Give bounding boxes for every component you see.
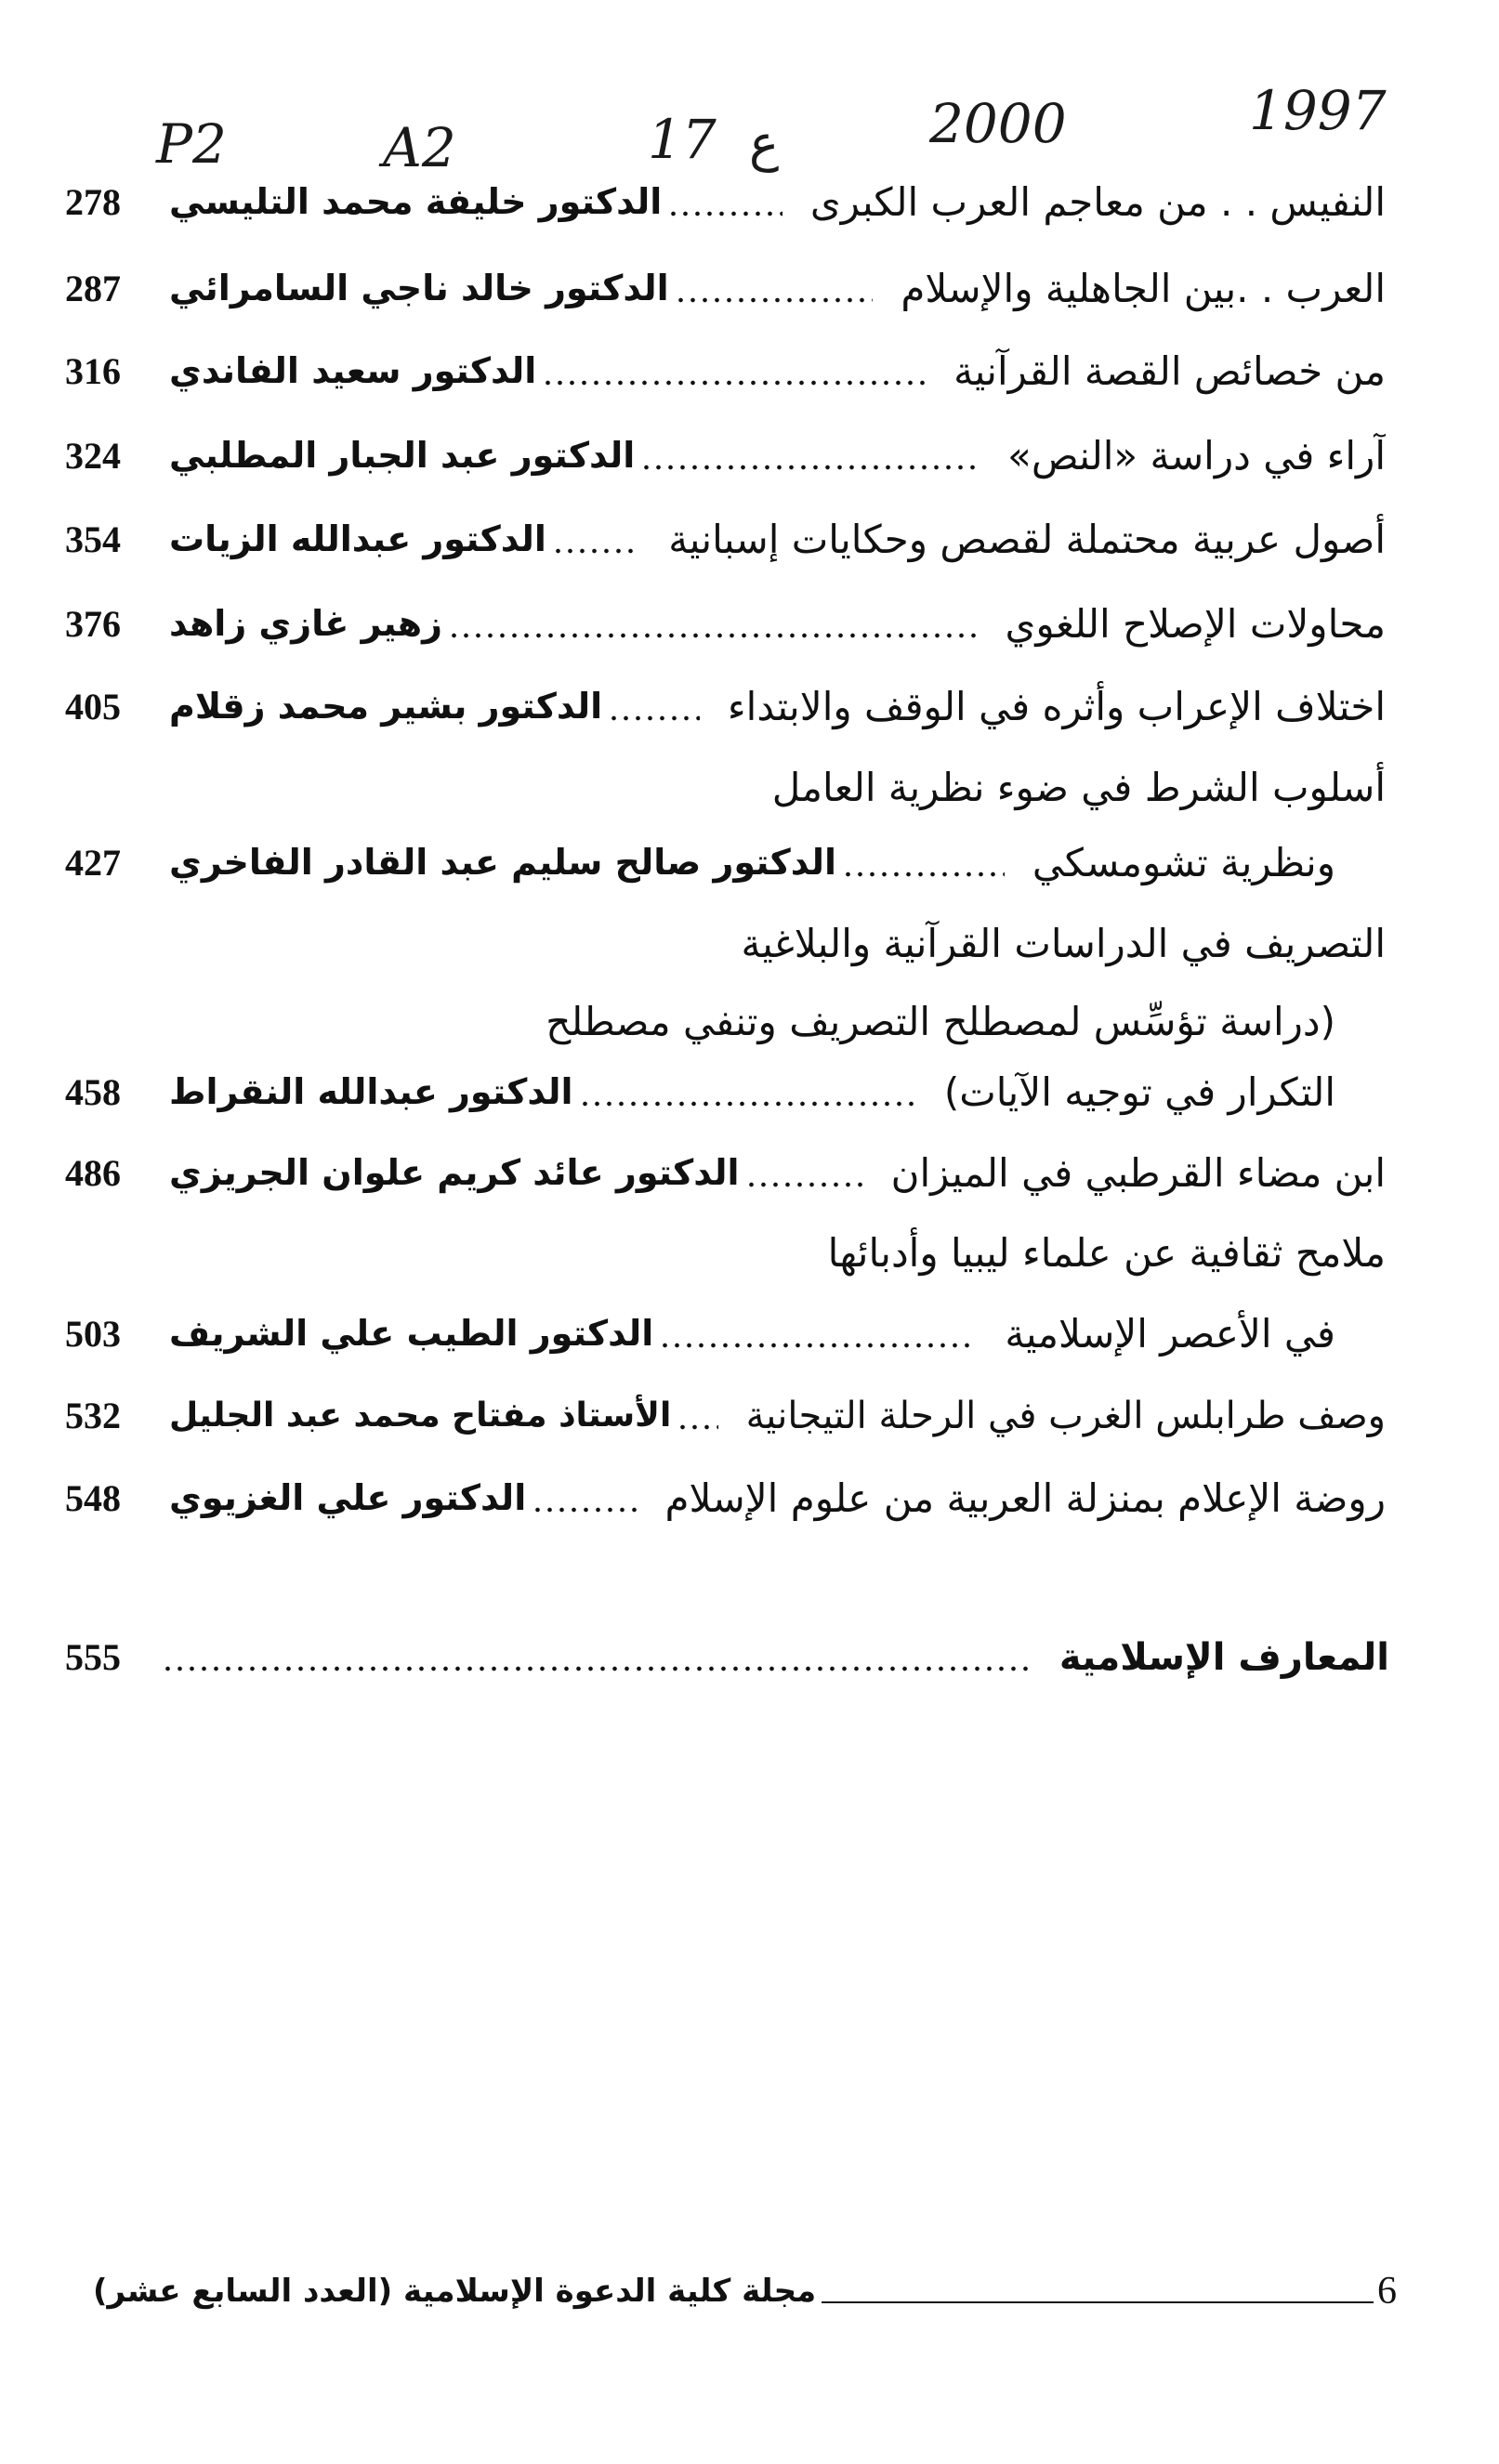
entry-title: آراء في دراسة «النص» bbox=[1007, 432, 1386, 478]
entry-title: اختلاف الإعراب وأثره في الوقف والابتداء bbox=[727, 683, 1386, 729]
dot-leader bbox=[608, 714, 700, 722]
entry-page: 324 bbox=[65, 435, 121, 477]
entry-page: 427 bbox=[65, 842, 121, 884]
entry-title: من خصائص القصة القرآنية bbox=[953, 347, 1386, 394]
footer-journal-title: مجلة كلية الدعوة الإسلامية (العدد السابع عشر) bbox=[93, 2272, 817, 2310]
toc-entry bbox=[65, 674, 1386, 741]
entry-page: 486 bbox=[65, 1152, 121, 1194]
toc-entry bbox=[65, 591, 1386, 658]
entry-page: 532 bbox=[65, 1395, 121, 1436]
entry-title: روضة الإعلام بمنزلة العربية من علوم الإسلام bbox=[664, 1474, 1386, 1521]
entry-title-line: ملامح ثقافية عن علماء ليبيا وأدبائها bbox=[827, 1230, 1386, 1276]
dot-leader bbox=[677, 1423, 717, 1431]
toc-entry bbox=[65, 1465, 1386, 1532]
entry-page: 287 bbox=[65, 268, 121, 309]
entry-author: الدكتور خليفة محمد التليسي bbox=[169, 181, 663, 223]
entry-page: 278 bbox=[65, 181, 121, 223]
toc-entry bbox=[65, 1383, 1386, 1449]
entry-author: الدكتور علي الغزيوي bbox=[169, 1477, 527, 1519]
entry-author: الدكتور سعيد الفاندي bbox=[169, 350, 537, 392]
entry-title: وصف طرابلس الغرب في الرحلة التيجانية bbox=[745, 1395, 1386, 1437]
entry-author: الدكتور عبدالله النقراط bbox=[169, 1071, 573, 1113]
entry-page: 354 bbox=[65, 518, 121, 560]
handwritten-note: ع bbox=[749, 114, 780, 173]
toc-entry bbox=[65, 1059, 1335, 1126]
handwritten-note: A2 bbox=[383, 116, 456, 179]
dot-leader bbox=[162, 1665, 1032, 1672]
dot-leader bbox=[542, 379, 926, 387]
toc-entry bbox=[65, 506, 1386, 573]
dot-leader bbox=[579, 1100, 916, 1107]
handwritten-note: P2 bbox=[156, 112, 227, 176]
dot-leader bbox=[448, 632, 977, 639]
entry-page: 405 bbox=[65, 686, 121, 727]
entry-title: التكرار في توجيه الآيات) bbox=[943, 1068, 1335, 1115]
entry-author: الدكتور بشير محمد زقلام bbox=[169, 686, 603, 727]
dot-leader bbox=[745, 1181, 863, 1188]
footer-page-number: 6 bbox=[1377, 2269, 1397, 2313]
entry-author: الدكتور صالح سليم عبد القادر الفاخري bbox=[169, 842, 837, 884]
footer-rule bbox=[822, 2301, 1374, 2303]
entry-page: 376 bbox=[65, 603, 121, 645]
toc-entry bbox=[65, 256, 1386, 322]
toc-section bbox=[65, 1624, 1389, 1691]
section-heading: المعارف الإسلامية bbox=[1059, 1636, 1389, 1679]
handwritten-note: 2000 bbox=[929, 92, 1067, 155]
entry-title: العرب . .بين الجاهلية والإسلام bbox=[901, 265, 1386, 311]
entry-author: الدكتور عائد كريم علوان الجريزي bbox=[169, 1152, 740, 1194]
dot-leader bbox=[640, 464, 980, 471]
entry-title: في الأعصر الإسلامية bbox=[1005, 1310, 1335, 1357]
section-page: 555 bbox=[65, 1636, 121, 1678]
entry-author: زهير غازي زاهد bbox=[169, 603, 442, 645]
entry-author: الدكتور الطيب علي الشريف bbox=[169, 1313, 654, 1355]
dot-leader bbox=[675, 296, 874, 304]
entry-title: ونظرية تشومسكي bbox=[1032, 839, 1335, 885]
entry-title-line: التصريف في الدراسات القرآنية والبلاغية bbox=[741, 921, 1386, 966]
entry-author: الدكتور خالد ناجي السامرائي bbox=[169, 268, 669, 309]
entry-title-line: أسلوب الشرط في ضوء نظرية العامل bbox=[771, 765, 1386, 810]
handwritten-note: 1997 bbox=[1249, 79, 1387, 142]
dot-leader bbox=[842, 871, 1005, 878]
entry-title: أصول عربية محتملة لقصص وحكايات إسبانية bbox=[668, 516, 1386, 562]
entry-title: النفيس . . من معاجم العرب الكبرى bbox=[809, 178, 1386, 225]
entry-page: 548 bbox=[65, 1477, 121, 1519]
toc-entry bbox=[65, 1140, 1386, 1207]
handwritten-note: 17 bbox=[648, 108, 717, 171]
toc-entry bbox=[65, 1301, 1335, 1368]
dot-leader bbox=[552, 547, 640, 555]
entry-page: 503 bbox=[65, 1313, 121, 1355]
page-footer bbox=[93, 2258, 1397, 2325]
entry-title: محاولات الإصلاح اللغوي bbox=[1005, 600, 1386, 647]
entry-page: 458 bbox=[65, 1071, 121, 1113]
entry-author: الدكتور عبد الجبار المطلبي bbox=[169, 435, 636, 477]
toc-entry bbox=[65, 338, 1386, 405]
toc-entry bbox=[65, 830, 1335, 897]
entry-title: ابن مضاء القرطبي في الميزان bbox=[890, 1149, 1386, 1196]
dot-leader bbox=[659, 1342, 977, 1349]
dot-leader bbox=[532, 1506, 637, 1514]
entry-author: الدكتور عبدالله الزيات bbox=[169, 518, 546, 560]
entry-page: 316 bbox=[65, 350, 121, 392]
toc-entry bbox=[65, 423, 1386, 490]
toc-entry bbox=[65, 169, 1386, 236]
dot-leader bbox=[667, 210, 782, 217]
entry-author: الأستاذ مفتاح محمد عبد الجليل bbox=[169, 1396, 672, 1435]
entry-title-line: (دراسة تؤسِّس لمصطلح التصريف وتنفي مصطلح bbox=[546, 999, 1335, 1044]
